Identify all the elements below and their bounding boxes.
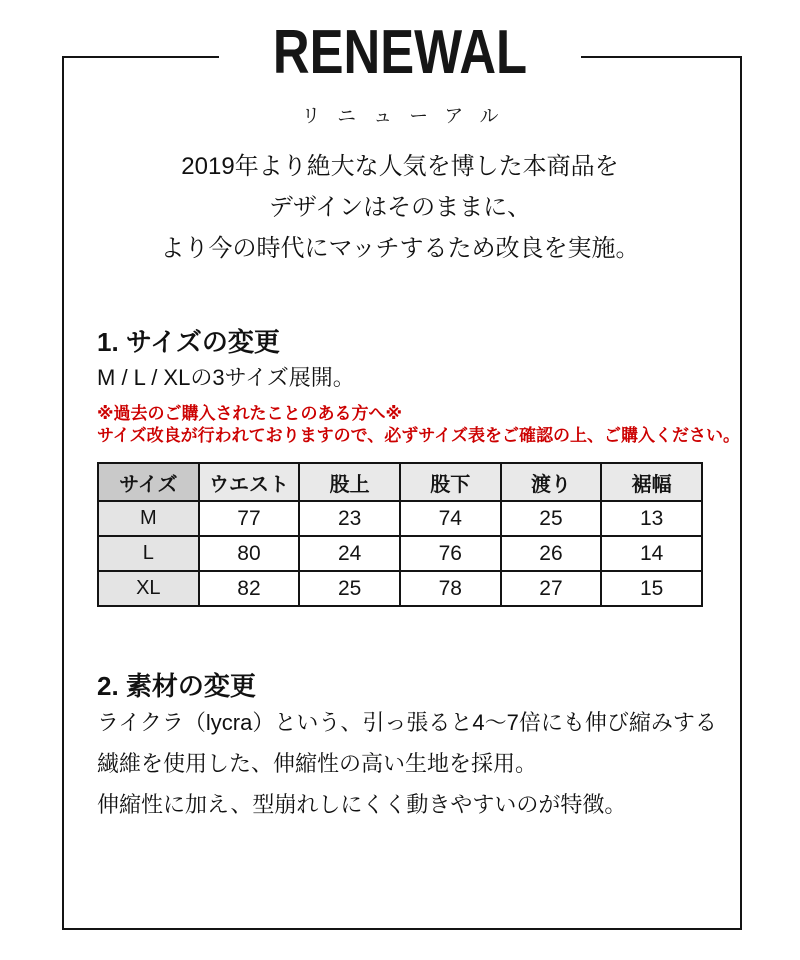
size-warning-line: ※過去のご購入されたことのある方へ※ — [97, 404, 403, 423]
size-table-row — [98, 536, 702, 571]
intro-line: より今の時代にマッチするため改良を実施。 — [160, 235, 640, 262]
intro-line: 2019年より絶大な人気を博した本商品を — [181, 153, 619, 180]
intro-line: デザインはそのままに、 — [268, 194, 532, 221]
title-block — [219, 20, 581, 85]
section-2-heading: 2. 素材の変更 — [97, 671, 256, 701]
size-table-header-cell: 股下 — [400, 463, 501, 501]
size-table-cell: 25 — [501, 501, 602, 536]
size-table-row — [98, 501, 702, 536]
size-table-header-row — [98, 463, 702, 501]
size-table-cell: 25 — [299, 571, 400, 606]
size-table-cell: 80 — [199, 536, 300, 571]
size-table-cell: 24 — [299, 536, 400, 571]
section-2-body-line: 伸縮性に加え、型崩れしにくく動きやすいのが特徴。 — [97, 792, 627, 817]
size-warning-line: サイズ改良が行われておりますので、必ずサイズ表をご確認の上、ご購入ください。 — [97, 426, 740, 445]
size-table-header-cell: 股上 — [299, 463, 400, 501]
size-table-cell: 27 — [501, 571, 602, 606]
size-table-cell: 77 — [199, 501, 300, 536]
size-table-cell: 13 — [601, 501, 702, 536]
page-subtitle: リニューアル — [301, 106, 516, 127]
section-1-subheading: M / L / XLの3サイズ展開。 — [97, 365, 355, 390]
size-table-header-cell: 渡り — [501, 463, 602, 501]
size-table — [97, 462, 703, 607]
size-table-cell: 78 — [400, 571, 501, 606]
size-table-cell: 76 — [400, 536, 501, 571]
size-label-cell: XL — [98, 571, 199, 606]
section-2-body-line: 繊維を使用した、伸縮性の高い生地を採用。 — [97, 751, 538, 776]
size-table-cell: 23 — [299, 501, 400, 536]
page-title: RENEWAL — [272, 18, 528, 87]
size-table-header-cell: 裾幅 — [601, 463, 702, 501]
size-table-cell: 74 — [400, 501, 501, 536]
size-label-cell: M — [98, 501, 199, 536]
size-label-cell: L — [98, 536, 199, 571]
size-table-cell: 14 — [601, 536, 702, 571]
size-warning — [97, 403, 740, 447]
size-table-cell: 15 — [601, 571, 702, 606]
section-2-body-line: ライクラ（lycra）という、引っ張ると4～7倍にも伸び縮みする — [97, 710, 717, 735]
size-table-header-cell: サイズ — [98, 463, 199, 501]
section-2-body — [97, 702, 717, 825]
size-table-cell: 82 — [199, 571, 300, 606]
intro-paragraph — [0, 146, 800, 269]
section-1-heading: 1. サイズの変更 — [97, 327, 280, 357]
size-table-row — [98, 571, 702, 606]
size-table-cell: 26 — [501, 536, 602, 571]
size-table-header-cell: ウエスト — [199, 463, 300, 501]
